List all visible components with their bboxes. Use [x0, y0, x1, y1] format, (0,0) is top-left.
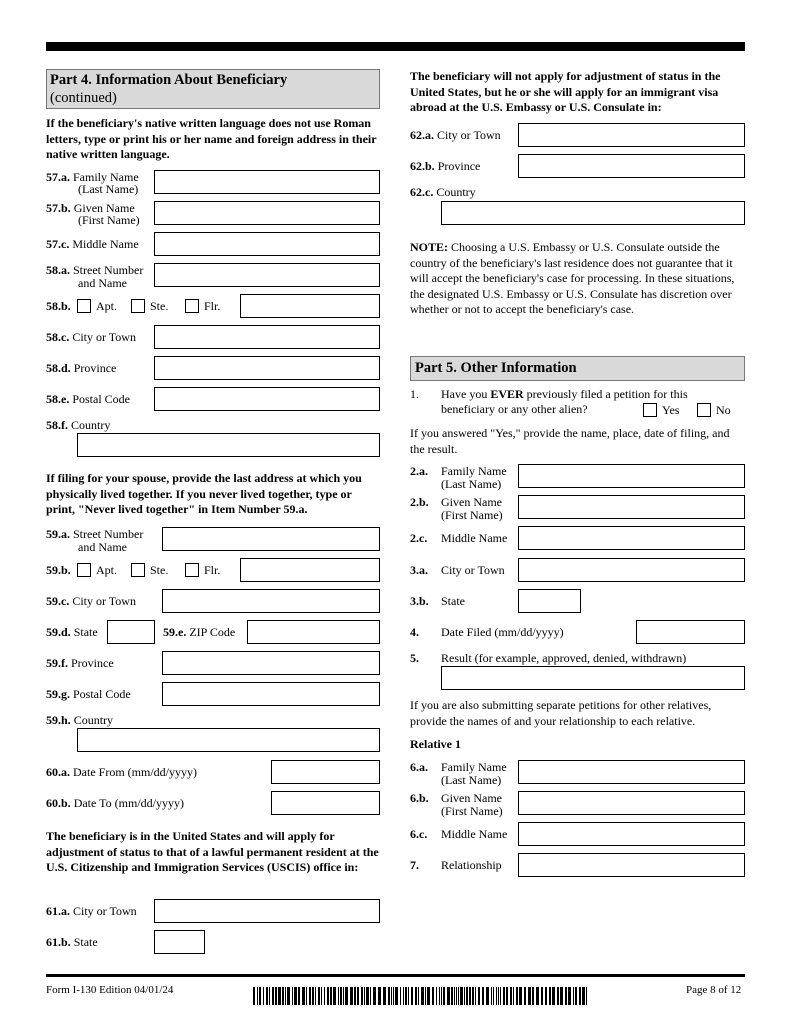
- label-58e: 58.e. Postal Code: [46, 392, 130, 406]
- label-6a: 6.a.: [410, 760, 428, 774]
- label-2a: 2.a.: [410, 464, 428, 478]
- label-5: 5.: [410, 651, 419, 665]
- family-name-57a-input[interactable]: [154, 170, 380, 194]
- label-2c-text: Middle Name: [441, 531, 508, 545]
- label-59b: 59.b.: [46, 563, 71, 577]
- prior-petition-yes-checkbox[interactable]: [643, 403, 657, 417]
- result-5-input[interactable]: [441, 666, 745, 690]
- prior-petition-yes-label: Yes: [662, 403, 680, 417]
- middle-name-57c-input[interactable]: [154, 232, 380, 256]
- street-59a-input[interactable]: [162, 527, 380, 551]
- label-7-text: Relationship: [441, 858, 502, 872]
- label-7: 7.: [410, 858, 419, 872]
- date-filed-4-input[interactable]: [636, 620, 745, 644]
- other-relatives-instructions: If you are also submitting separate petitions for other relatives, provide the names of and your relationship to each relative.: [410, 698, 712, 728]
- label-5-text: Result (for example, approved, denied, withdrawn): [441, 651, 687, 665]
- unit-number-59b-input[interactable]: [240, 558, 380, 582]
- state-3b-input[interactable]: [518, 589, 581, 613]
- part4-subtitle: (continued): [50, 90, 117, 106]
- label-58f: 58.f. Country: [46, 418, 111, 432]
- label-59c: 59.c. City or Town: [46, 594, 136, 608]
- label-57a: 57.a. Family Name: [46, 170, 139, 184]
- label-4: 4.: [410, 625, 419, 639]
- label-q1-line2: beneficiary or any other alien?: [441, 402, 588, 416]
- label-59f: 59.f. Province: [46, 656, 114, 670]
- ste-label-59b: Ste.: [150, 563, 169, 577]
- family-name-2a-input[interactable]: [518, 464, 745, 488]
- label-2c: 2.c.: [410, 531, 428, 545]
- apt-label-59b: Apt.: [96, 563, 117, 577]
- label-q1-number: 1.: [410, 387, 419, 401]
- postal-code-58e-input[interactable]: [154, 387, 380, 411]
- middle-name-2c-input[interactable]: [518, 526, 745, 550]
- page-number: Page 8 of 12: [686, 984, 742, 996]
- footer-rule: [46, 974, 745, 977]
- date-to-60b-input[interactable]: [271, 791, 380, 815]
- label-58a: 58.a. Street Number: [46, 263, 144, 277]
- prior-petition-no-label: No: [716, 403, 731, 417]
- flr-checkbox-59b[interactable]: [185, 563, 199, 577]
- province-59f-input[interactable]: [162, 651, 380, 675]
- relative-family-name-6a-input[interactable]: [518, 760, 745, 784]
- part5-header: Part 5. Other Information: [410, 356, 745, 381]
- label-60b: 60.b. Date To (mm/dd/yyyy): [46, 796, 184, 810]
- country-62c-input[interactable]: [441, 201, 745, 225]
- ste-label-58b: Ste.: [150, 299, 169, 313]
- embassy-note: NOTE: Choosing a U.S. Embassy or U.S. Consulate outside the country of the beneficiary's last residence does not guarantee that it will accept the beneficiary's case for processing. In these situations, the designated U.S. Embassy or U.S. Consulate has discretion over whether or not to accept the beneficiary's case.: [410, 240, 735, 316]
- relative-middle-name-6c-input[interactable]: [518, 822, 745, 846]
- street-58a-input[interactable]: [154, 263, 380, 287]
- spouse-address-instructions: If filing for your spouse, provide the last address at which you physically lived together. If you never lived together, type or print, "Never lived together" in Item Number 59.a.: [46, 471, 362, 516]
- label-3b-text: State: [441, 594, 465, 608]
- form-edition: Form I-130 Edition 04/01/24: [46, 984, 174, 996]
- state-59d-input[interactable]: [107, 620, 155, 644]
- ste-checkbox-59b[interactable]: [131, 563, 145, 577]
- label-57b-sub: (First Name): [78, 213, 140, 227]
- city-61a-input[interactable]: [154, 899, 380, 923]
- zip-code-59e-input[interactable]: [247, 620, 380, 644]
- label-58c: 58.c. City or Town: [46, 330, 136, 344]
- prior-petition-no-checkbox[interactable]: [697, 403, 711, 417]
- barcode-image: [253, 987, 593, 1005]
- top-rule: [46, 42, 745, 51]
- label-59a-sub: and Name: [78, 540, 127, 554]
- city-62a-input[interactable]: [518, 123, 745, 147]
- given-name-2b-input[interactable]: [518, 495, 745, 519]
- relationship-7-input[interactable]: [518, 853, 745, 877]
- label-59d: 59.d. State: [46, 625, 98, 639]
- label-62a: 62.a. City or Town: [410, 128, 501, 142]
- date-from-60a-input[interactable]: [271, 760, 380, 784]
- label-3b: 3.b.: [410, 594, 429, 608]
- label-2a-text: Family Name: [441, 464, 507, 478]
- relative-given-name-6b-input[interactable]: [518, 791, 745, 815]
- visa-abroad-instructions: The beneficiary will not apply for adjustment of status in the United States, but he or she will apply for an immigrant visa abroad at the U.S. Embassy or U.S. Consulate in:: [410, 69, 721, 114]
- label-62b: 62.b. Province: [410, 159, 481, 173]
- part4-header: [46, 69, 380, 109]
- label-6a-sub: (Last Name): [441, 773, 502, 787]
- label-59h: 59.h. Country: [46, 713, 114, 727]
- prior-petition-instructions: If you answered "Yes," provide the name, place, date of filing, and the result.: [410, 426, 730, 456]
- label-58d: 58.d. Province: [46, 361, 117, 375]
- label-4-text: Date Filed (mm/dd/yyyy): [441, 625, 564, 639]
- label-59g: 59.g. Postal Code: [46, 687, 131, 701]
- apt-checkbox-58b[interactable]: [77, 299, 91, 313]
- postal-code-59g-input[interactable]: [162, 682, 380, 706]
- label-6b-sub: (First Name): [441, 804, 503, 818]
- label-6a-text: Family Name: [441, 760, 507, 774]
- adjustment-in-us-instructions: The beneficiary is in the United States and will apply for adjustment of status to that of a lawful permanent resident at the U.S. Citizenship and Immigration Services (USCIS) office in:: [46, 829, 379, 874]
- province-58d-input[interactable]: [154, 356, 380, 380]
- label-6c-text: Middle Name: [441, 827, 508, 841]
- label-58a-sub: and Name: [78, 276, 127, 290]
- flr-label-59b: Flr.: [204, 563, 221, 577]
- label-59e: 59.e. ZIP Code: [163, 625, 236, 639]
- relative-1-heading: Relative 1: [410, 737, 461, 751]
- label-2b: 2.b.: [410, 495, 429, 509]
- unit-number-58b-input[interactable]: [240, 294, 380, 318]
- label-58b: 58.b.: [46, 299, 71, 313]
- label-57b: 57.b. Given Name: [46, 201, 135, 215]
- part4-title: Part 4. Information About Beneficiary: [50, 72, 288, 88]
- country-59h-input[interactable]: [77, 728, 380, 752]
- apt-label-58b: Apt.: [96, 299, 117, 313]
- label-q1: Have you EVER previously filed a petition for this: [441, 387, 688, 401]
- province-62b-input[interactable]: [518, 154, 745, 178]
- flr-checkbox-58b[interactable]: [185, 299, 199, 313]
- label-6b: 6.b.: [410, 791, 429, 805]
- label-57c: 57.c. Middle Name: [46, 237, 139, 251]
- country-58f-input[interactable]: [77, 433, 380, 457]
- apt-checkbox-59b[interactable]: [77, 563, 91, 577]
- label-3a: 3.a.: [410, 563, 428, 577]
- label-60a: 60.a. Date From (mm/dd/yyyy): [46, 765, 197, 779]
- label-61a: 61.a. City or Town: [46, 904, 137, 918]
- state-61b-input[interactable]: [154, 930, 205, 954]
- label-6c: 6.c.: [410, 827, 428, 841]
- label-61b: 61.b. State: [46, 935, 98, 949]
- city-59c-input[interactable]: [162, 589, 380, 613]
- label-2a-sub: (Last Name): [441, 477, 502, 491]
- label-59a: 59.a. Street Number: [46, 527, 144, 541]
- ste-checkbox-58b[interactable]: [131, 299, 145, 313]
- native-language-instructions: If the beneficiary's native written language does not use Roman letters, type or print his or her name and foreign address in their native written language.: [46, 116, 377, 161]
- label-6b-text: Given Name: [441, 791, 502, 805]
- label-3a-text: City or Town: [441, 563, 505, 577]
- label-62c: 62.c. Country: [410, 185, 476, 199]
- label-57a-sub: (Last Name): [78, 182, 139, 196]
- city-3a-input[interactable]: [518, 558, 745, 582]
- flr-label-58b: Flr.: [204, 299, 221, 313]
- label-2b-sub: (First Name): [441, 508, 503, 522]
- city-58c-input[interactable]: [154, 325, 380, 349]
- label-2b-text: Given Name: [441, 495, 502, 509]
- given-name-57b-input[interactable]: [154, 201, 380, 225]
